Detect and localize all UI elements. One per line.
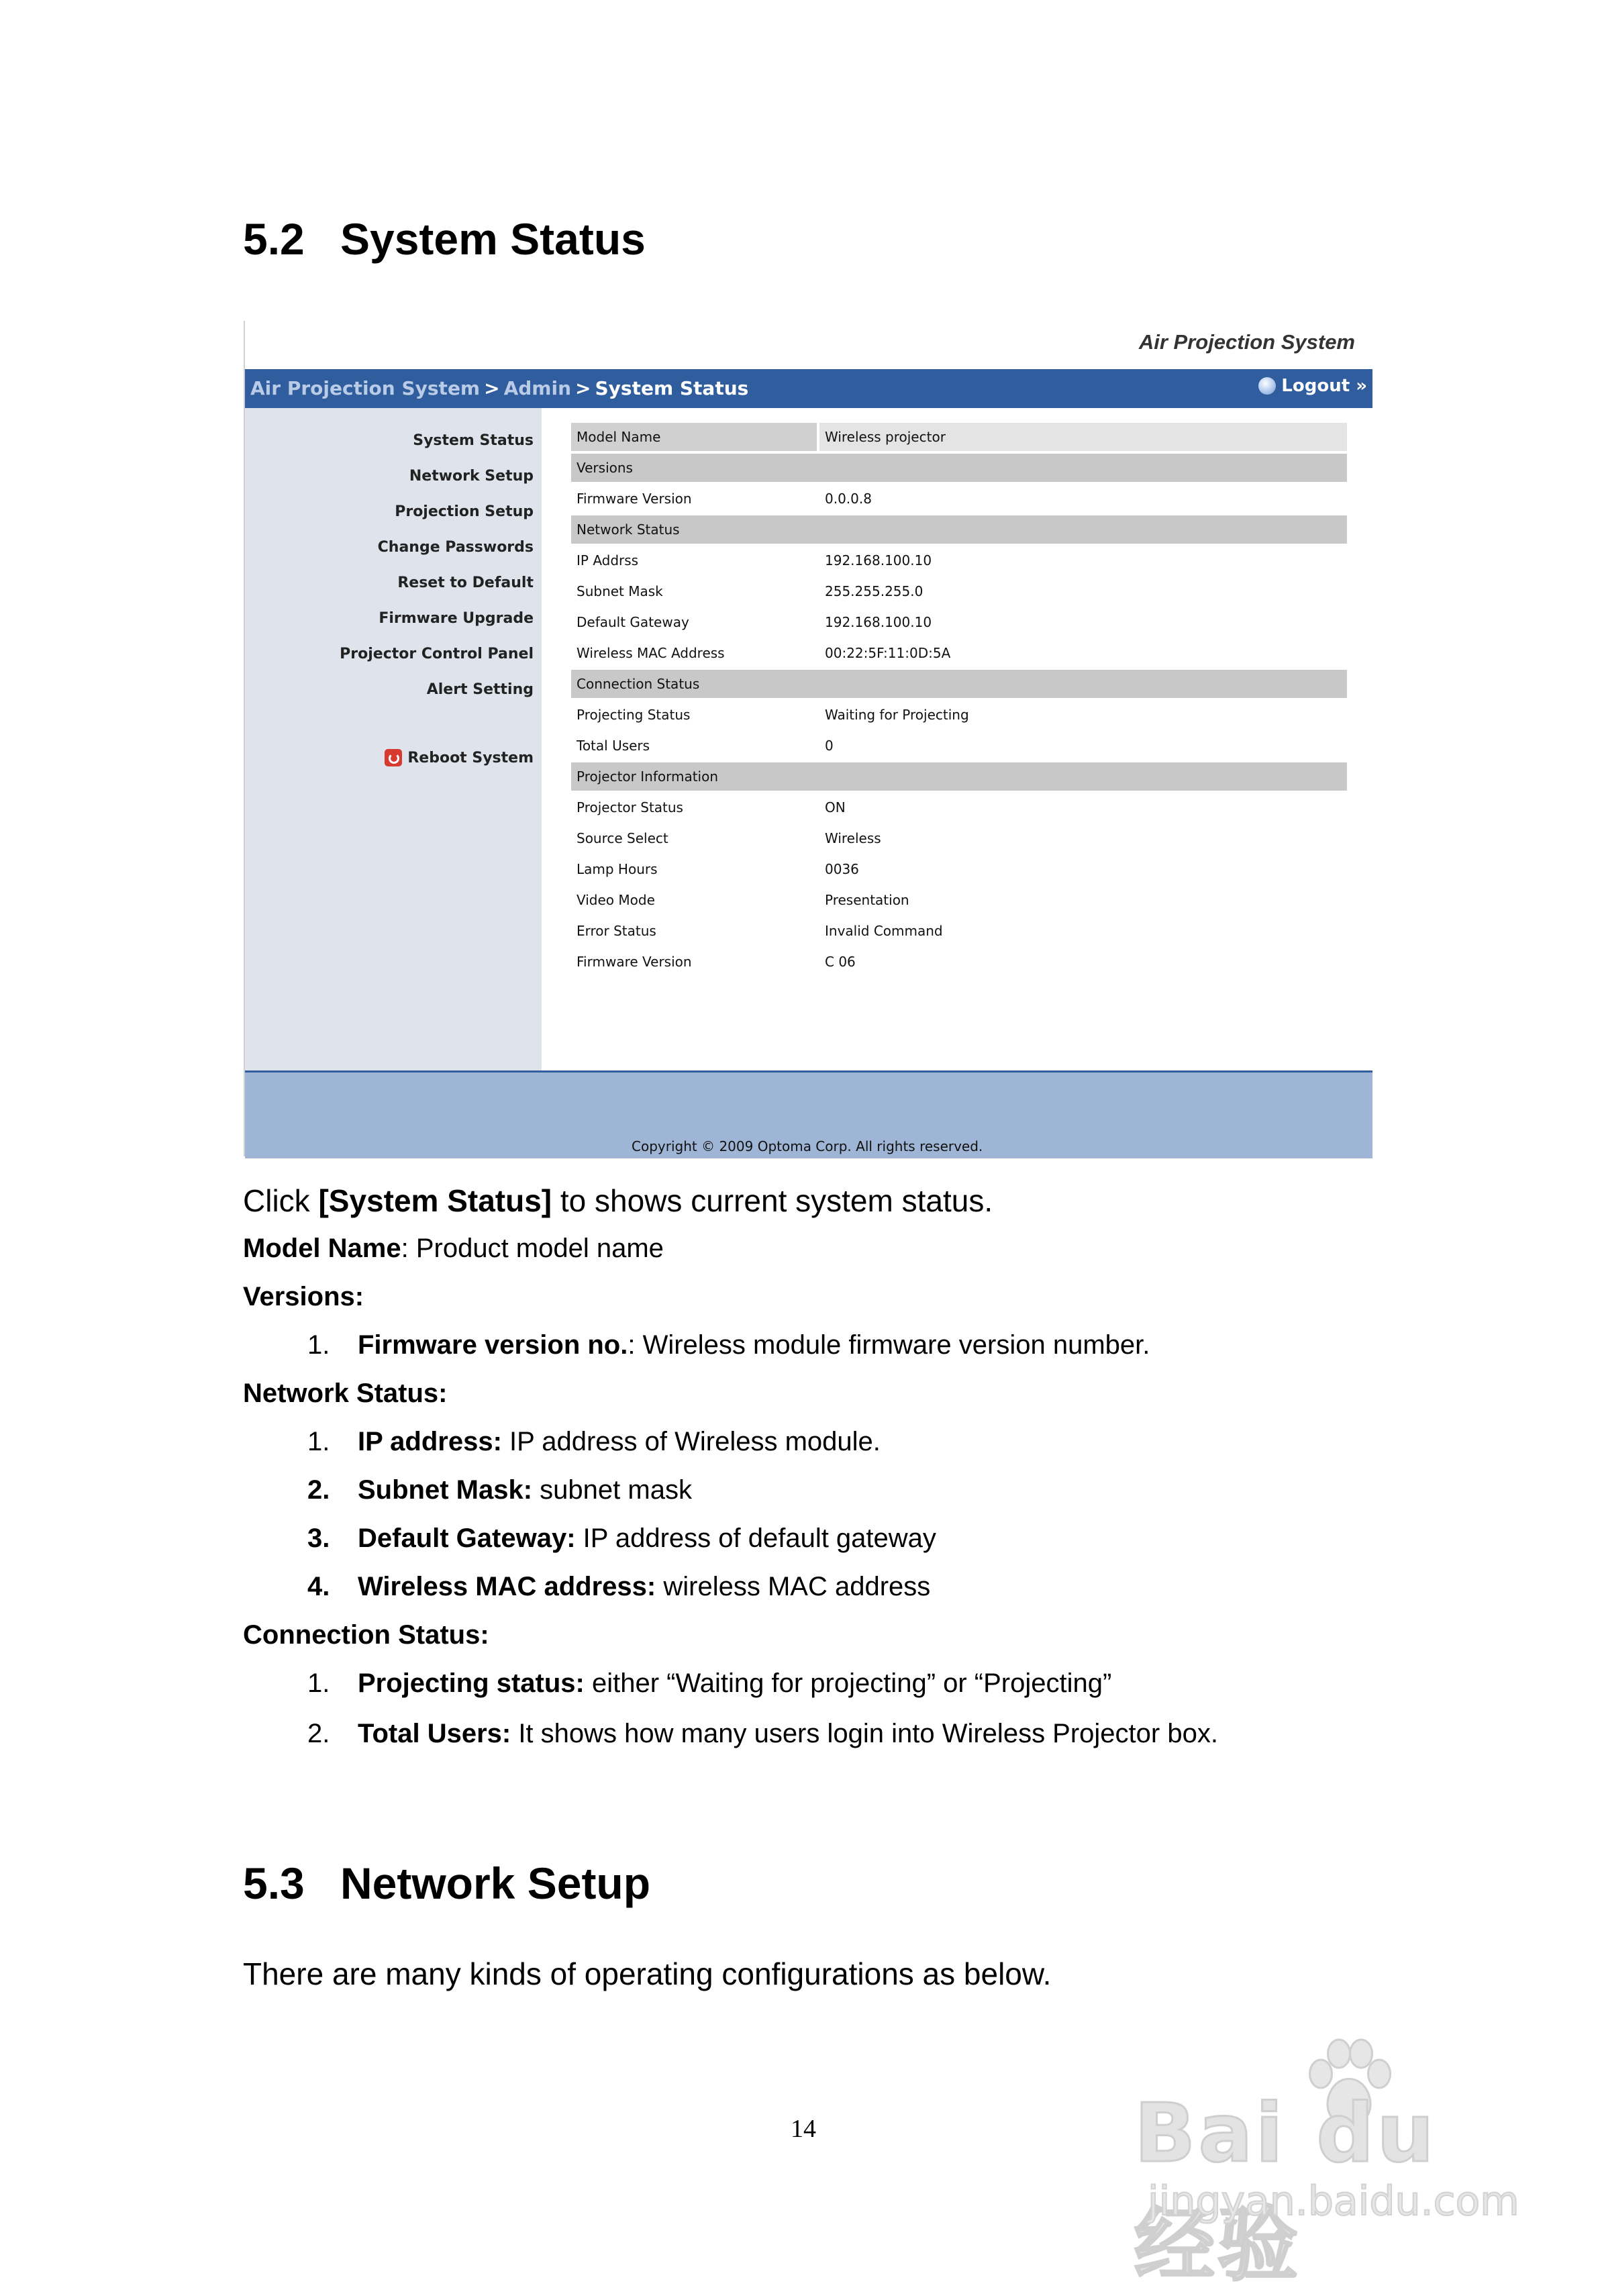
connection-heading <box>243 1620 489 1650</box>
list-desc: : Wireless module firmware version number. <box>628 1330 1150 1360</box>
sidebar-item-reset-to-default[interactable]: Reset to Default <box>397 575 534 591</box>
intro-text: Click <box>243 1183 319 1218</box>
ip-address-label: IP Addrss <box>577 552 639 568</box>
breadcrumb-separator: > <box>484 377 500 399</box>
subnet-mask-label: Subnet Mask <box>577 583 663 599</box>
list-desc: IP address of Wireless module. <box>501 1427 881 1456</box>
intro-bold: [System Status] <box>318 1183 552 1218</box>
sidebar-item-network-setup[interactable]: Network Setup <box>409 468 534 485</box>
breadcrumb <box>250 377 748 399</box>
breadcrumb-admin[interactable]: Admin <box>503 377 572 399</box>
sidebar-item-system-status[interactable]: System Status <box>413 432 534 449</box>
section-number: 5.2 <box>243 214 305 264</box>
sidebar-item-change-passwords[interactable]: Change Passwords <box>377 539 534 556</box>
wireless-mac-value: 00:22:5F:11:0D:5A <box>825 645 951 661</box>
list-desc: It shows how many users login into Wireless Projector box. <box>511 1719 1218 1748</box>
network-setup-intro: There are many kinds of operating configurations as below. <box>243 1956 1052 1991</box>
lamp-hours-value: 0036 <box>825 861 859 877</box>
logout-label: Logout » <box>1281 376 1367 396</box>
firmware-version-label: Firmware Version <box>577 491 692 507</box>
section-number: 5.3 <box>243 1858 305 1908</box>
list-number: 4. <box>307 1572 330 1601</box>
brand-title: Air Projection System <box>1138 330 1355 354</box>
table-row <box>571 485 1347 513</box>
reboot-system-button[interactable] <box>385 749 534 766</box>
network-heading-text: Network Status: <box>243 1379 448 1408</box>
projecting-status-label: Projecting Status <box>577 707 691 723</box>
breadcrumb-current: System Status <box>595 377 749 399</box>
logout-globe-icon <box>1258 377 1276 395</box>
list-item <box>307 1427 881 1457</box>
default-gateway-label: Default Gateway <box>577 614 689 630</box>
list-desc: wireless MAC address <box>656 1572 931 1601</box>
table-row <box>571 917 1347 945</box>
projector-firmware-value: C 06 <box>825 954 856 970</box>
list-number: 3. <box>307 1524 330 1553</box>
section-row-network <box>571 515 1347 544</box>
network-status-title: Network Status <box>571 515 1347 544</box>
list-item <box>307 1719 1218 1749</box>
model-name-label: Model Name <box>571 423 817 451</box>
list-desc: either “Waiting for projecting” or “Projecting” <box>584 1668 1112 1698</box>
projector-status-value: ON <box>825 799 846 815</box>
connection-heading-text: Connection Status: <box>243 1620 489 1650</box>
model-name-term: Model Name <box>243 1234 401 1263</box>
brand-bar <box>245 321 1372 369</box>
footer <box>245 1070 1372 1158</box>
copyright: Copyright © 2009 Optoma Corp. All rights reserved. <box>632 1138 983 1154</box>
list-desc: subnet mask <box>532 1475 692 1505</box>
list-item <box>307 1475 692 1505</box>
sidebar-item-firmware-upgrade[interactable]: Firmware Upgrade <box>379 610 534 627</box>
source-select-label: Source Select <box>577 830 668 846</box>
status-content <box>542 408 1372 1070</box>
watermark <box>1134 2034 1519 2292</box>
subnet-mask-value: 255.255.255.0 <box>825 583 923 599</box>
sidebar-item-alert-setting[interactable]: Alert Setting <box>426 681 534 698</box>
list-item <box>307 1330 1150 1360</box>
list-term: Projecting status: <box>358 1668 585 1698</box>
source-select-value: Wireless <box>825 830 881 846</box>
sidebar-item-projection-setup[interactable]: Projection Setup <box>395 503 534 520</box>
table-row <box>571 577 1347 605</box>
lamp-hours-label: Lamp Hours <box>577 861 658 877</box>
intro-text-end: to shows current system status. <box>552 1183 993 1218</box>
power-icon <box>385 749 402 766</box>
sidebar <box>245 408 542 1070</box>
section-row-versions <box>571 454 1347 482</box>
table-row <box>571 886 1347 914</box>
connection-status-title: Connection Status <box>571 670 1347 698</box>
list-item <box>307 1524 936 1554</box>
list-number: 1. <box>307 1668 330 1698</box>
versions-heading-text: Versions: <box>243 1282 364 1311</box>
projector-firmware-label: Firmware Version <box>577 954 692 970</box>
list-number: 2. <box>307 1475 330 1505</box>
total-users-label: Total Users <box>577 738 650 754</box>
section-row-connection <box>571 670 1347 698</box>
model-name-line <box>243 1234 664 1264</box>
list-term: Firmware version no. <box>358 1330 628 1360</box>
list-term: Wireless MAC address: <box>358 1572 656 1601</box>
list-term: Default Gateway: <box>358 1524 576 1553</box>
section-row-projector <box>571 762 1347 791</box>
default-gateway-value: 192.168.100.10 <box>825 614 932 630</box>
versions-heading <box>243 1282 364 1312</box>
sidebar-item-projector-control-panel[interactable]: Projector Control Panel <box>340 646 534 662</box>
section-title: Network Setup <box>340 1858 651 1908</box>
watermark-url: jingyan.baidu.com <box>1148 2178 1519 2225</box>
projector-status-label: Projector Status <box>577 799 683 815</box>
firmware-version-value: 0.0.0.8 <box>825 491 872 507</box>
versions-title: Versions <box>571 454 1347 482</box>
video-mode-label: Video Mode <box>577 892 655 908</box>
list-number: 2. <box>307 1719 330 1748</box>
list-term: IP address: <box>358 1427 502 1456</box>
breadcrumb-home[interactable]: Air Projection System <box>250 377 481 399</box>
section-heading-5-3 <box>243 1858 650 1909</box>
total-users-value: 0 <box>825 738 834 754</box>
system-status-screenshot <box>244 321 1372 1156</box>
table-row <box>571 855 1347 883</box>
table-row <box>571 732 1347 760</box>
nav-bar <box>245 369 1372 408</box>
list-desc: IP address of default gateway <box>575 1524 936 1553</box>
table-row <box>571 423 1347 451</box>
table-row <box>571 701 1347 729</box>
status-table <box>568 420 1350 979</box>
watermark-logo: Bai du 经验 <box>1134 2087 1437 2292</box>
list-item <box>307 1572 930 1602</box>
table-row <box>571 793 1347 821</box>
list-number: 1. <box>307 1427 330 1456</box>
list-number: 1. <box>307 1330 330 1360</box>
model-name-value: Wireless projector <box>819 423 1347 451</box>
table-row <box>571 546 1347 575</box>
table-row <box>571 608 1347 636</box>
reboot-label: Reboot System <box>407 749 534 766</box>
section-heading-5-2 <box>243 213 646 264</box>
breadcrumb-separator: > <box>575 377 591 399</box>
logout-button[interactable] <box>1258 376 1367 396</box>
model-name-desc: : Product model name <box>401 1234 664 1263</box>
wireless-mac-label: Wireless MAC Address <box>577 645 725 661</box>
video-mode-value: Presentation <box>825 892 909 908</box>
error-status-value: Invalid Command <box>825 923 943 939</box>
table-row <box>571 824 1347 852</box>
intro-paragraph <box>243 1183 993 1219</box>
page-number: 14 <box>791 2115 816 2143</box>
network-heading <box>243 1379 448 1409</box>
list-term: Subnet Mask: <box>358 1475 533 1505</box>
section-title: System Status <box>340 214 646 264</box>
list-item <box>307 1668 1111 1699</box>
projecting-status-value: Waiting for Projecting <box>825 707 969 723</box>
list-term: Total Users: <box>358 1719 511 1748</box>
projector-information-title: Projector Information <box>571 762 1347 791</box>
table-row <box>571 639 1347 667</box>
table-row <box>571 948 1347 976</box>
ip-address-value: 192.168.100.10 <box>825 552 932 568</box>
error-status-label: Error Status <box>577 923 656 939</box>
